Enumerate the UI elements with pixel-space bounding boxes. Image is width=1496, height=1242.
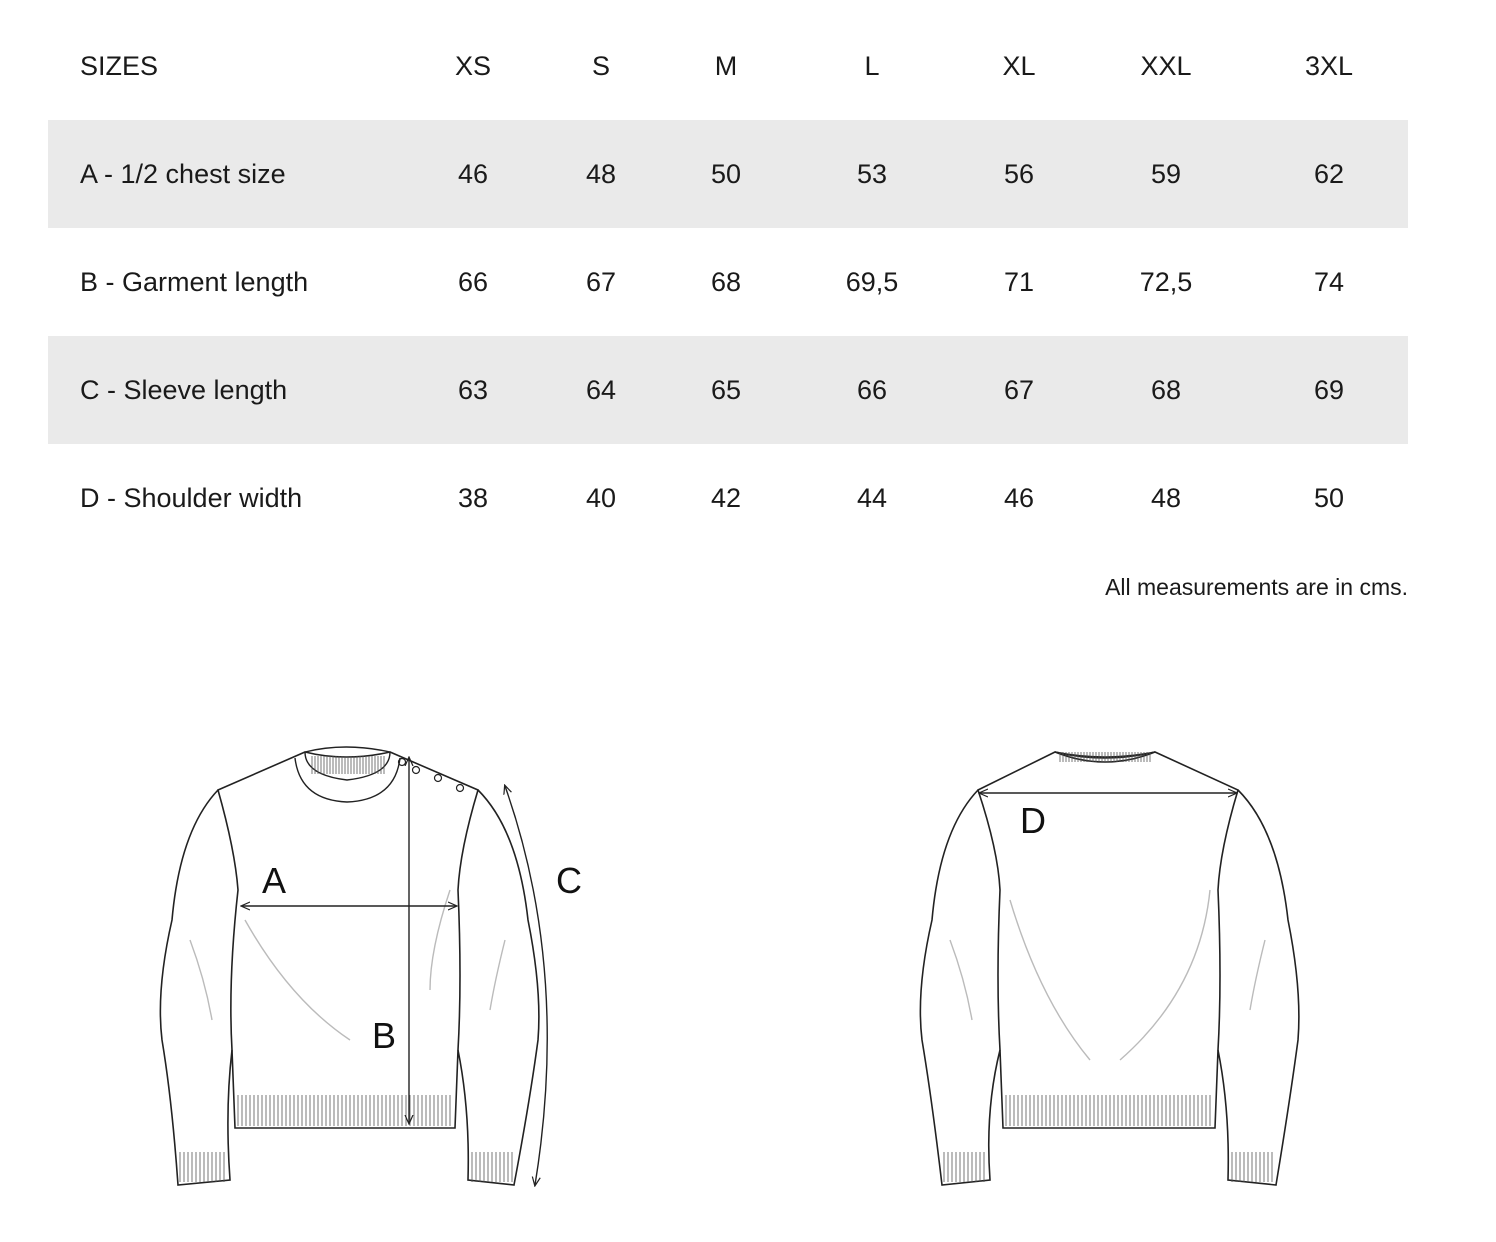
- header-m: M: [714, 50, 738, 81]
- table-row-shoulder: [48, 444, 1408, 552]
- fold-shading: [190, 890, 505, 1040]
- label-d: D: [1020, 800, 1046, 841]
- row-label: C - Sleeve length: [80, 374, 288, 405]
- table-cell: 64: [585, 374, 617, 405]
- size-chart-table: [48, 12, 1408, 552]
- header-xxl: XXL: [1140, 50, 1192, 81]
- table-row-length: [48, 228, 1408, 336]
- table-cell: 46: [457, 158, 489, 189]
- table-cell: 68: [710, 266, 742, 297]
- header-s: S: [591, 50, 610, 81]
- label-b: B: [372, 1015, 397, 1056]
- header-xs: XS: [454, 50, 492, 81]
- back-ribbing-lines: [944, 752, 1272, 1182]
- table-cell: 66: [856, 374, 888, 405]
- table-cell: 65: [710, 374, 742, 405]
- row-label: D - Shoulder width: [80, 482, 303, 513]
- table-cell: 66: [457, 266, 489, 297]
- table-cell: 44: [856, 482, 888, 513]
- sweater-front-diagram: [150, 740, 582, 1200]
- collar: [295, 747, 400, 802]
- ribbing-lines: [180, 756, 512, 1182]
- shoulder-buttons: [399, 759, 464, 792]
- table-row-chest: [48, 120, 1408, 228]
- label-c: C: [556, 860, 582, 901]
- table-cell: 38: [457, 482, 489, 513]
- table-cell: 40: [585, 482, 617, 513]
- table-cell: 56: [1003, 158, 1035, 189]
- row-label: A - 1/2 chest size: [80, 158, 286, 189]
- table-cell: 69: [1313, 374, 1345, 405]
- table-cell: 69,5: [845, 266, 899, 297]
- sweater-back-diagram: [910, 740, 1310, 1200]
- table-cell: 62: [1313, 158, 1345, 189]
- header-l: L: [864, 50, 880, 81]
- table-cell: 42: [710, 482, 742, 513]
- table-cell: 68: [1150, 374, 1182, 405]
- table-cell: 48: [585, 158, 617, 189]
- table-cell: 74: [1313, 266, 1345, 297]
- table-header-row: [48, 12, 1408, 120]
- table-cell: 46: [1003, 482, 1035, 513]
- table-row-sleeve: [48, 336, 1408, 444]
- table-cell: 72,5: [1139, 266, 1193, 297]
- table-cell: 71: [1003, 266, 1035, 297]
- table-cell: 67: [1003, 374, 1035, 405]
- table-cell: 59: [1150, 158, 1182, 189]
- table-cell: 53: [856, 158, 888, 189]
- label-a: A: [262, 860, 287, 901]
- table-cell: 50: [1313, 482, 1345, 513]
- table-cell: 67: [585, 266, 617, 297]
- table-cell: 50: [710, 158, 742, 189]
- row-label: B - Garment length: [80, 266, 309, 297]
- units-note: All measurements are in cms.: [1105, 574, 1408, 600]
- header-sizes: SIZES: [80, 50, 159, 81]
- table-cell: 48: [1150, 482, 1182, 513]
- header-3xl: 3XL: [1304, 50, 1354, 81]
- table-cell: 63: [457, 374, 489, 405]
- header-xl: XL: [1002, 50, 1036, 81]
